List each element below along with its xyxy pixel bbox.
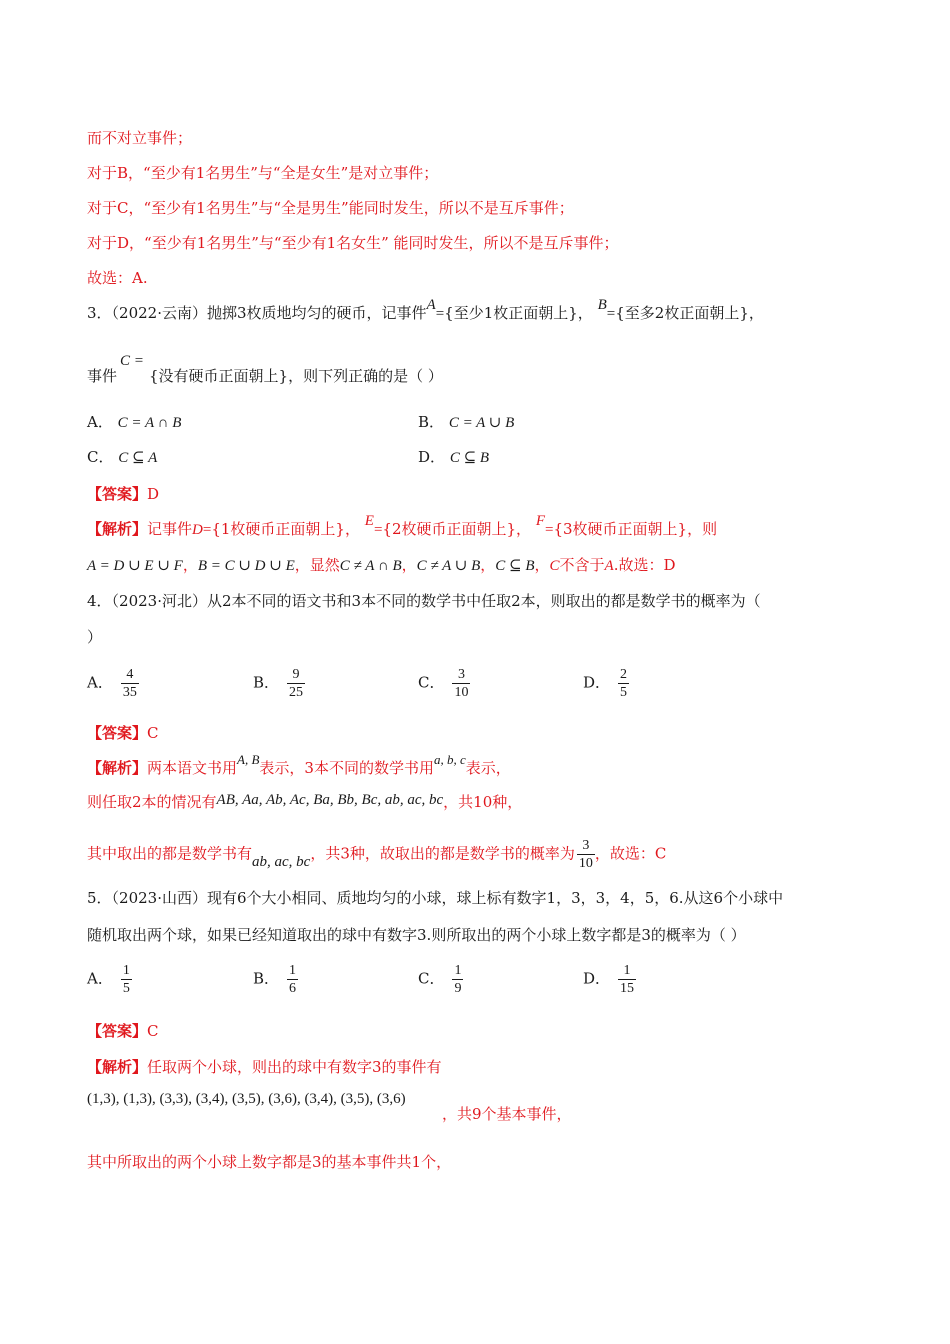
q4-analysis-text-b: 表示，3本不同的数学书用	[259, 759, 434, 777]
q3-option-d-label: D．	[418, 448, 446, 466]
q4-option-a-num: 4	[126, 667, 134, 682]
q3-option-a-label: A．	[87, 413, 113, 431]
q4-option-d-fraction	[618, 666, 629, 701]
prev-line-5: 故选：A.	[87, 269, 148, 287]
q3-eq-3: =	[134, 353, 144, 369]
q3-analysis-text-b: {1枚硬币正面朝上}，	[211, 520, 360, 538]
q4-option-d-den: 5	[620, 685, 628, 700]
q5-option-a	[87, 962, 132, 997]
q3-option-b-math: C = A ∪ B	[448, 415, 515, 431]
q4-option-d-label: D．	[583, 673, 611, 692]
q4-analysis-line-1	[87, 752, 511, 779]
q5-analysis-line-3: 其中所取出的两个小球上数字都是3的基本事件共1个，	[87, 1153, 452, 1171]
q3-analysis-sep-7: .故选：D	[613, 556, 676, 574]
q5-option-c-label: C．	[418, 969, 445, 988]
q4-stem-line-1: 4．（2023·河北）从2本不同的语文书和3本不同的数学书中任取2本，则取出的都是数学书的概率为（	[87, 592, 761, 610]
q4-option-b-den: 25	[289, 685, 304, 700]
q3-option-a-math: C = A ∩ B	[117, 415, 182, 431]
q3-stem-text-a: 3．（2022·云南）抛掷3枚质地均匀的硬币，记事件	[87, 304, 427, 322]
q3-analysis-tag: 【解析】	[87, 520, 148, 538]
q5-answer-tag: 【答案】	[87, 1022, 148, 1040]
q3-analysis-math-4: C ≠ A ∪ B	[416, 558, 481, 574]
q3-analysis-sep-6: 不含于	[559, 556, 605, 574]
q3-eq-6: =	[545, 522, 554, 538]
q3-answer-tag: 【答案】	[87, 485, 148, 503]
q3-option-d-math: C ⊆ B	[449, 450, 490, 466]
q4-answer	[87, 723, 159, 743]
q4-analysis-math-3: AB, Aa, Ab, Ac, Ba, Bb, Bc, ab, ac, bc	[216, 792, 444, 808]
q3-analysis-math-6: C	[549, 558, 560, 574]
q3-var-e: E	[364, 513, 374, 529]
q3-stem-line-1	[87, 297, 764, 324]
q5-option-d-den: 15	[620, 981, 635, 996]
q5-option-a-label: A．	[87, 969, 113, 988]
q4-option-a-label: A．	[87, 673, 113, 692]
q3-analysis-sep-4: ，	[480, 556, 496, 574]
q5-stem-line-2: 随机取出两个球，如果已经知道取出的球中有数字3.则所取出的两个小球上数字都是3的概率为（ ）	[87, 926, 746, 944]
q4-option-c-num: 3	[457, 667, 465, 682]
q4-analysis-line-2	[87, 792, 522, 813]
q5-option-a-fraction	[121, 962, 132, 997]
q3-option-d	[418, 447, 489, 468]
q5-analysis-line-2	[87, 1088, 406, 1109]
q4-analysis-text-g: ，共3种，故取出的都是数学书的概率为	[310, 844, 575, 863]
q3-option-c-math: C ⊆ A	[118, 450, 158, 466]
q4-analysis-fraction-den: 10	[578, 856, 593, 871]
q4-option-d-num: 2	[620, 667, 628, 682]
q4-analysis-math-1: A, B	[237, 752, 260, 767]
q5-option-b-den: 6	[289, 981, 297, 996]
q4-analysis-math-4: ab, ac, bc	[252, 853, 311, 870]
q5-answer	[87, 1021, 159, 1041]
q3-answer-value: D	[147, 485, 160, 503]
q3-analysis-math-7: A	[604, 558, 614, 574]
q3-analysis-math-5: C ⊆ B	[495, 558, 535, 574]
q5-answer-value: C	[147, 1022, 159, 1040]
q3-analysis-sep-2: ，显然	[294, 556, 340, 574]
q4-option-a	[87, 666, 139, 701]
q5-analysis-line-2b: ，共9个基本事件，	[442, 1105, 572, 1123]
q4-answer-value: C	[147, 724, 159, 742]
q4-stem-line-2: ）	[87, 628, 103, 646]
q3-answer	[87, 484, 159, 504]
q5-analysis-text-a: 任取两个小球，则出的球中有数字3的事件有	[147, 1058, 442, 1076]
q3-analysis-text-a: 记事件	[147, 520, 193, 538]
q5-option-a-num: 1	[122, 963, 130, 978]
q3-stem-text-d: 事件	[87, 367, 118, 385]
q4-option-b	[253, 666, 305, 701]
q4-option-b-label: B．	[253, 673, 280, 692]
q3-option-a	[87, 412, 181, 433]
q4-analysis-tag: 【解析】	[87, 759, 148, 777]
q3-eq-2: =	[606, 306, 616, 322]
q5-option-c-den: 9	[454, 981, 462, 996]
q3-eq-1: =	[435, 306, 445, 322]
q3-analysis-sep-1: ，	[182, 556, 198, 574]
q5-option-c-num: 1	[454, 963, 462, 978]
prev-line-3: 对于C，“至少有1名男生”与“全是男生”能同时发生，所以不是互斥事件；	[87, 199, 574, 217]
q3-var-b: B	[597, 297, 607, 313]
q3-var-f: F	[535, 513, 545, 529]
q3-option-b-label: B．	[418, 413, 445, 431]
q5-option-d-label: D．	[583, 969, 611, 988]
q4-analysis-fraction	[577, 837, 595, 872]
q5-option-a-den: 5	[122, 981, 130, 996]
q4-option-c-label: C．	[418, 673, 445, 692]
q5-option-b	[253, 962, 298, 997]
q5-analysis-tag: 【解析】	[87, 1058, 148, 1076]
q4-analysis-fraction-num: 3	[582, 838, 590, 853]
q5-analysis-line-1	[87, 1057, 442, 1077]
q5-option-c	[418, 962, 463, 997]
q3-analysis-line-2	[87, 555, 676, 576]
q5-stem-line-1: 5．（2023·山西）现有6个大小相同、质地均匀的小球，球上标有数字1，3，3，4，5，6.从这6个小球中	[87, 889, 784, 907]
q4-option-c	[418, 666, 470, 701]
q4-option-a-fraction	[121, 666, 139, 701]
q3-eq-5: =	[373, 522, 383, 538]
q5-option-b-label: B．	[253, 969, 280, 988]
q3-analysis-text-d: {3枚硬币正面朝上}，则	[553, 520, 718, 538]
q5-analysis-math: (1,3), (1,3), (3,3), (3,4), (3,5), (3,6), (3,4), (3,5), (3,6)	[87, 1091, 406, 1107]
q4-analysis-text-a: 两本语文书用	[147, 759, 238, 777]
q5-option-d	[583, 962, 636, 997]
q4-analysis-line-3	[87, 837, 666, 872]
q4-analysis-text-e: ，共10种，	[443, 793, 523, 811]
q4-option-b-fraction	[287, 666, 305, 701]
prev-line-4: 对于D，“至少有1名男生”与“至少有1名女生” 能同时发生，所以不是互斥事件；	[87, 234, 619, 252]
q4-option-c-den: 10	[454, 685, 469, 700]
q5-option-d-fraction	[618, 962, 636, 997]
q3-stem-text-e: {没有硬币正面朝上}，则下列正确的是（ ）	[149, 367, 443, 385]
q4-analysis-text-d: 则任取2本的情况有	[87, 793, 217, 811]
q4-analysis-text-h: ，故选：C	[594, 844, 667, 863]
q5-option-b-fraction	[287, 962, 298, 997]
q3-analysis-sep-3: ，	[401, 556, 417, 574]
q4-analysis-text-f: 其中取出的都是数学书有	[87, 844, 253, 863]
q3-analysis-sep-5: ，	[534, 556, 550, 574]
q4-option-a-den: 35	[122, 685, 137, 700]
q3-var-a: A	[426, 297, 436, 313]
q4-option-d	[583, 666, 629, 701]
q3-var-c: C	[120, 353, 131, 369]
q4-analysis-text-c: 表示，	[465, 759, 511, 777]
q3-analysis-line-1	[87, 513, 718, 540]
q5-option-c-fraction	[452, 962, 463, 997]
q4-option-b-num: 9	[292, 667, 300, 682]
prev-line-1: 而不对立事件；	[87, 129, 193, 147]
q3-analysis-math-3: C ≠ A ∩ B	[339, 558, 402, 574]
q4-answer-tag: 【答案】	[87, 724, 148, 742]
q3-stem-text-c: {至多2枚正面朝上}，	[615, 304, 764, 322]
q4-analysis-math-2: a, b, c	[433, 752, 466, 767]
q3-stem-text-b: {至少1枚正面朝上}，	[444, 304, 593, 322]
q3-analysis-math-1: A = D ∪ E ∪ F	[87, 558, 183, 574]
q3-option-c	[87, 447, 157, 468]
q5-option-b-num: 1	[289, 963, 297, 978]
q5-option-d-num: 1	[623, 963, 631, 978]
q3-var-d: D	[192, 522, 203, 538]
q3-option-c-label: C．	[87, 448, 114, 466]
q3-option-b	[418, 412, 514, 433]
q4-option-c-fraction	[452, 666, 470, 701]
q3-stem-line-2	[87, 366, 443, 386]
q3-eq-4: =	[202, 522, 212, 538]
prev-line-2: 对于B，“至少有1名男生”与“全是女生”是对立事件；	[87, 164, 439, 182]
q3-analysis-math-2: B = C ∪ D ∪ E	[197, 558, 295, 574]
q3-analysis-text-c: {2枚硬币正面朝上}，	[382, 520, 532, 538]
